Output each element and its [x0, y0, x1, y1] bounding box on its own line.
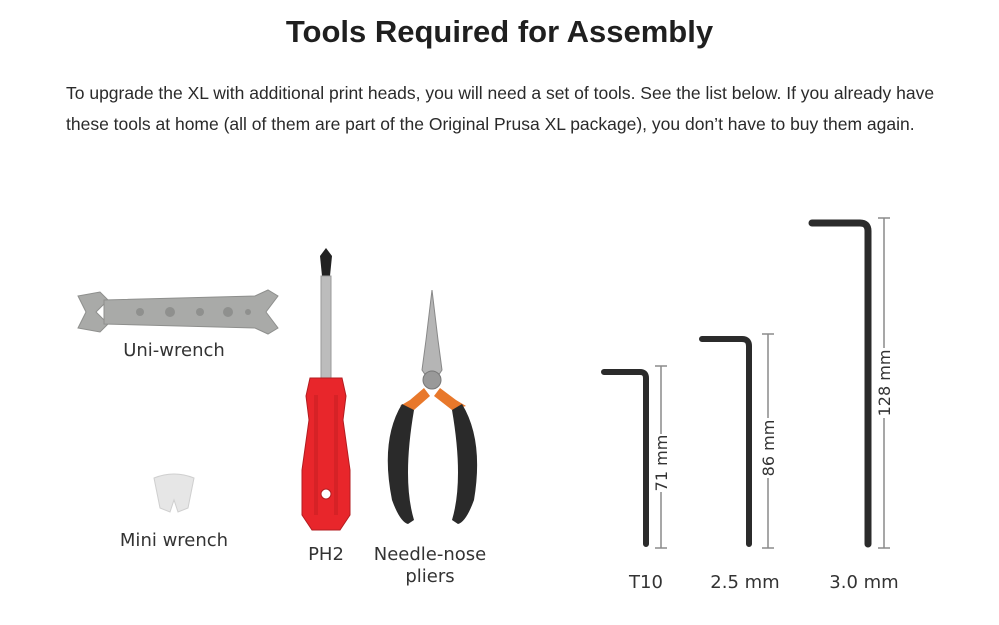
t10-label: T10	[629, 572, 663, 593]
hex-2-5mm-key-icon	[702, 339, 749, 544]
hex-3-0mm-length-label: 128 mm	[875, 349, 894, 417]
pliers-label-line2: pliers	[405, 566, 455, 587]
t10-length-label: 71 mm	[652, 434, 671, 492]
pliers-label-line1: Needle-nose	[373, 544, 487, 565]
screwdriver-label: PH2	[308, 544, 344, 565]
screwdriver-icon	[302, 248, 350, 530]
uni-wrench-icon	[78, 290, 278, 334]
uni-wrench-label: Uni-wrench	[123, 340, 225, 361]
mini-wrench-icon	[154, 474, 194, 512]
hex-2-5mm-length-label: 86 mm	[759, 419, 778, 477]
intro-paragraph: To upgrade the XL with additional print heads, you will need a set of tools. See the list below. If you already have these tools at home (all of them are part of the Original Prusa XL package), you don’t have to buy them again.	[66, 83, 935, 134]
pliers-icon	[388, 290, 477, 524]
mini-wrench-label: Mini wrench	[119, 530, 229, 551]
page-title: Tools Required for Assembly	[285, 14, 714, 49]
hex-3-0mm-label: 3.0 mm	[829, 572, 899, 593]
hex-3-0mm-key-icon	[812, 223, 868, 544]
t10-key-icon	[604, 372, 646, 544]
tools-illustration	[0, 200, 999, 625]
hex-2-5mm-label: 2.5 mm	[710, 572, 780, 593]
